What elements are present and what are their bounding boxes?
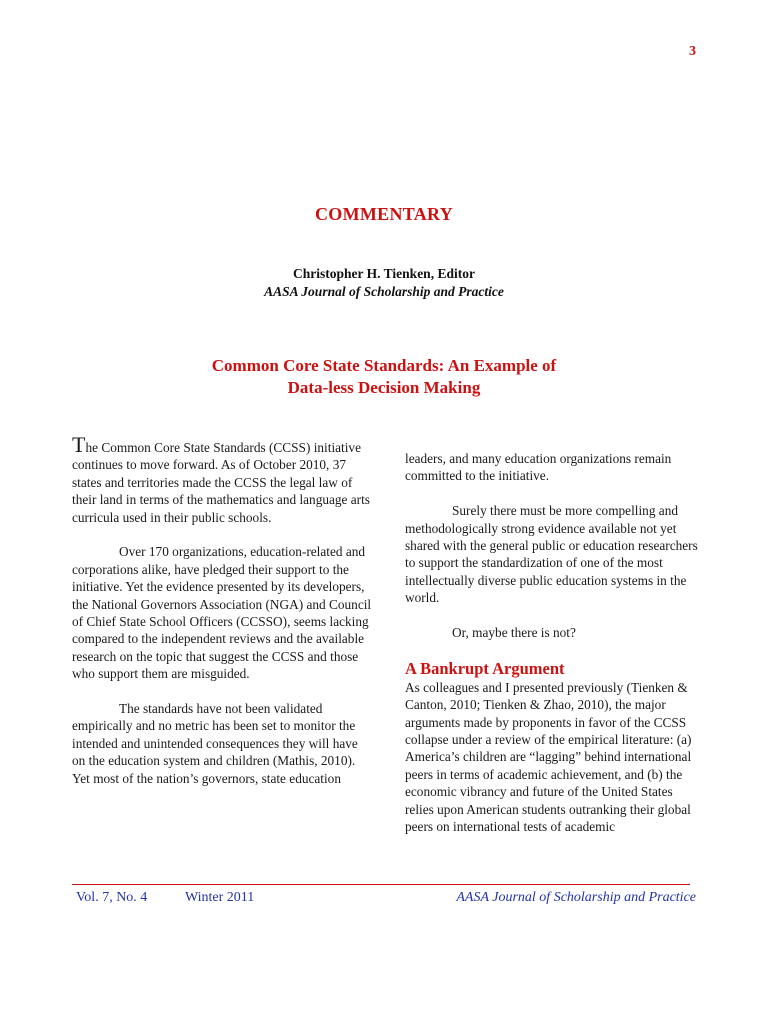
paragraph: Or, maybe there is not? xyxy=(452,625,576,641)
footer-volume: Vol. 7, No. 4 xyxy=(76,890,148,905)
paragraph-text: he Common Core State Standards (CCSS) initiative continues to move forward. As of October 2010, 37 states and territories made the CCSS the legal law of their land in terms of the mathematics and language arts curricula used in their public schools. xyxy=(72,440,370,525)
paragraph xyxy=(72,432,372,526)
paragraph: Over 170 organizations, education-related and corporations alike, have pledged their support to the initiative. Yet the evidence presented by its developers, the National Governors Association (NGA) and Council of Chief State School Officers (CCSSO), seems lacking compared to the independent reviews and the available research on the topic that suggest the CCSS and those who support them are misguided. xyxy=(72,544,372,682)
byline xyxy=(0,265,768,301)
article-title xyxy=(0,355,768,399)
paragraph: leaders, and many education organizations remain committed to the initiative. xyxy=(405,451,672,484)
section-heading: A Bankrupt Argument xyxy=(405,658,565,678)
footer-season: Winter 2011 xyxy=(185,890,255,905)
page-number: 3 xyxy=(689,44,696,59)
paragraph: Surely there must be more compelling and methodologically strong evidence available not yet shared with the general public or education researchers to support the standardization of one of the most intellectually diverse public education systems in the world. xyxy=(405,503,698,606)
paragraph: The standards have not been validated empirically and no metric has been set to monitor the intended and unintended consequences they will have on the education system and children (Mathis, 2010). Yet most of the nation’s governors, state education xyxy=(72,701,358,786)
drop-cap: T xyxy=(72,432,86,457)
section-label: COMMENTARY xyxy=(314,204,454,224)
byline-author: Christopher H. Tienken, Editor xyxy=(293,266,475,281)
left-column xyxy=(72,432,372,804)
article-title-line-1: Common Core State Standards: An Example of xyxy=(211,356,557,375)
article-title-line-2: Data-less Decision Making xyxy=(287,378,481,397)
right-column xyxy=(405,450,702,853)
footer-journal: AASA Journal of Scholarship and Practice xyxy=(456,890,696,905)
paragraph: As colleagues and I presented previously (Tienken & Canton, 2010; Tienken & Zhao, 2010), the major arguments made by proponents in favor of the CCSS collapse under a review of the empirical literature: (a) America’s children are “lagging” behind international peers in terms of academic achievement, and (b) the economic vibrancy and future of the United States relies upon American students outranking their global peers on international tests of academic xyxy=(405,679,692,835)
footer-divider xyxy=(72,884,690,885)
byline-journal: AASA Journal of Scholarship and Practice xyxy=(264,284,504,299)
